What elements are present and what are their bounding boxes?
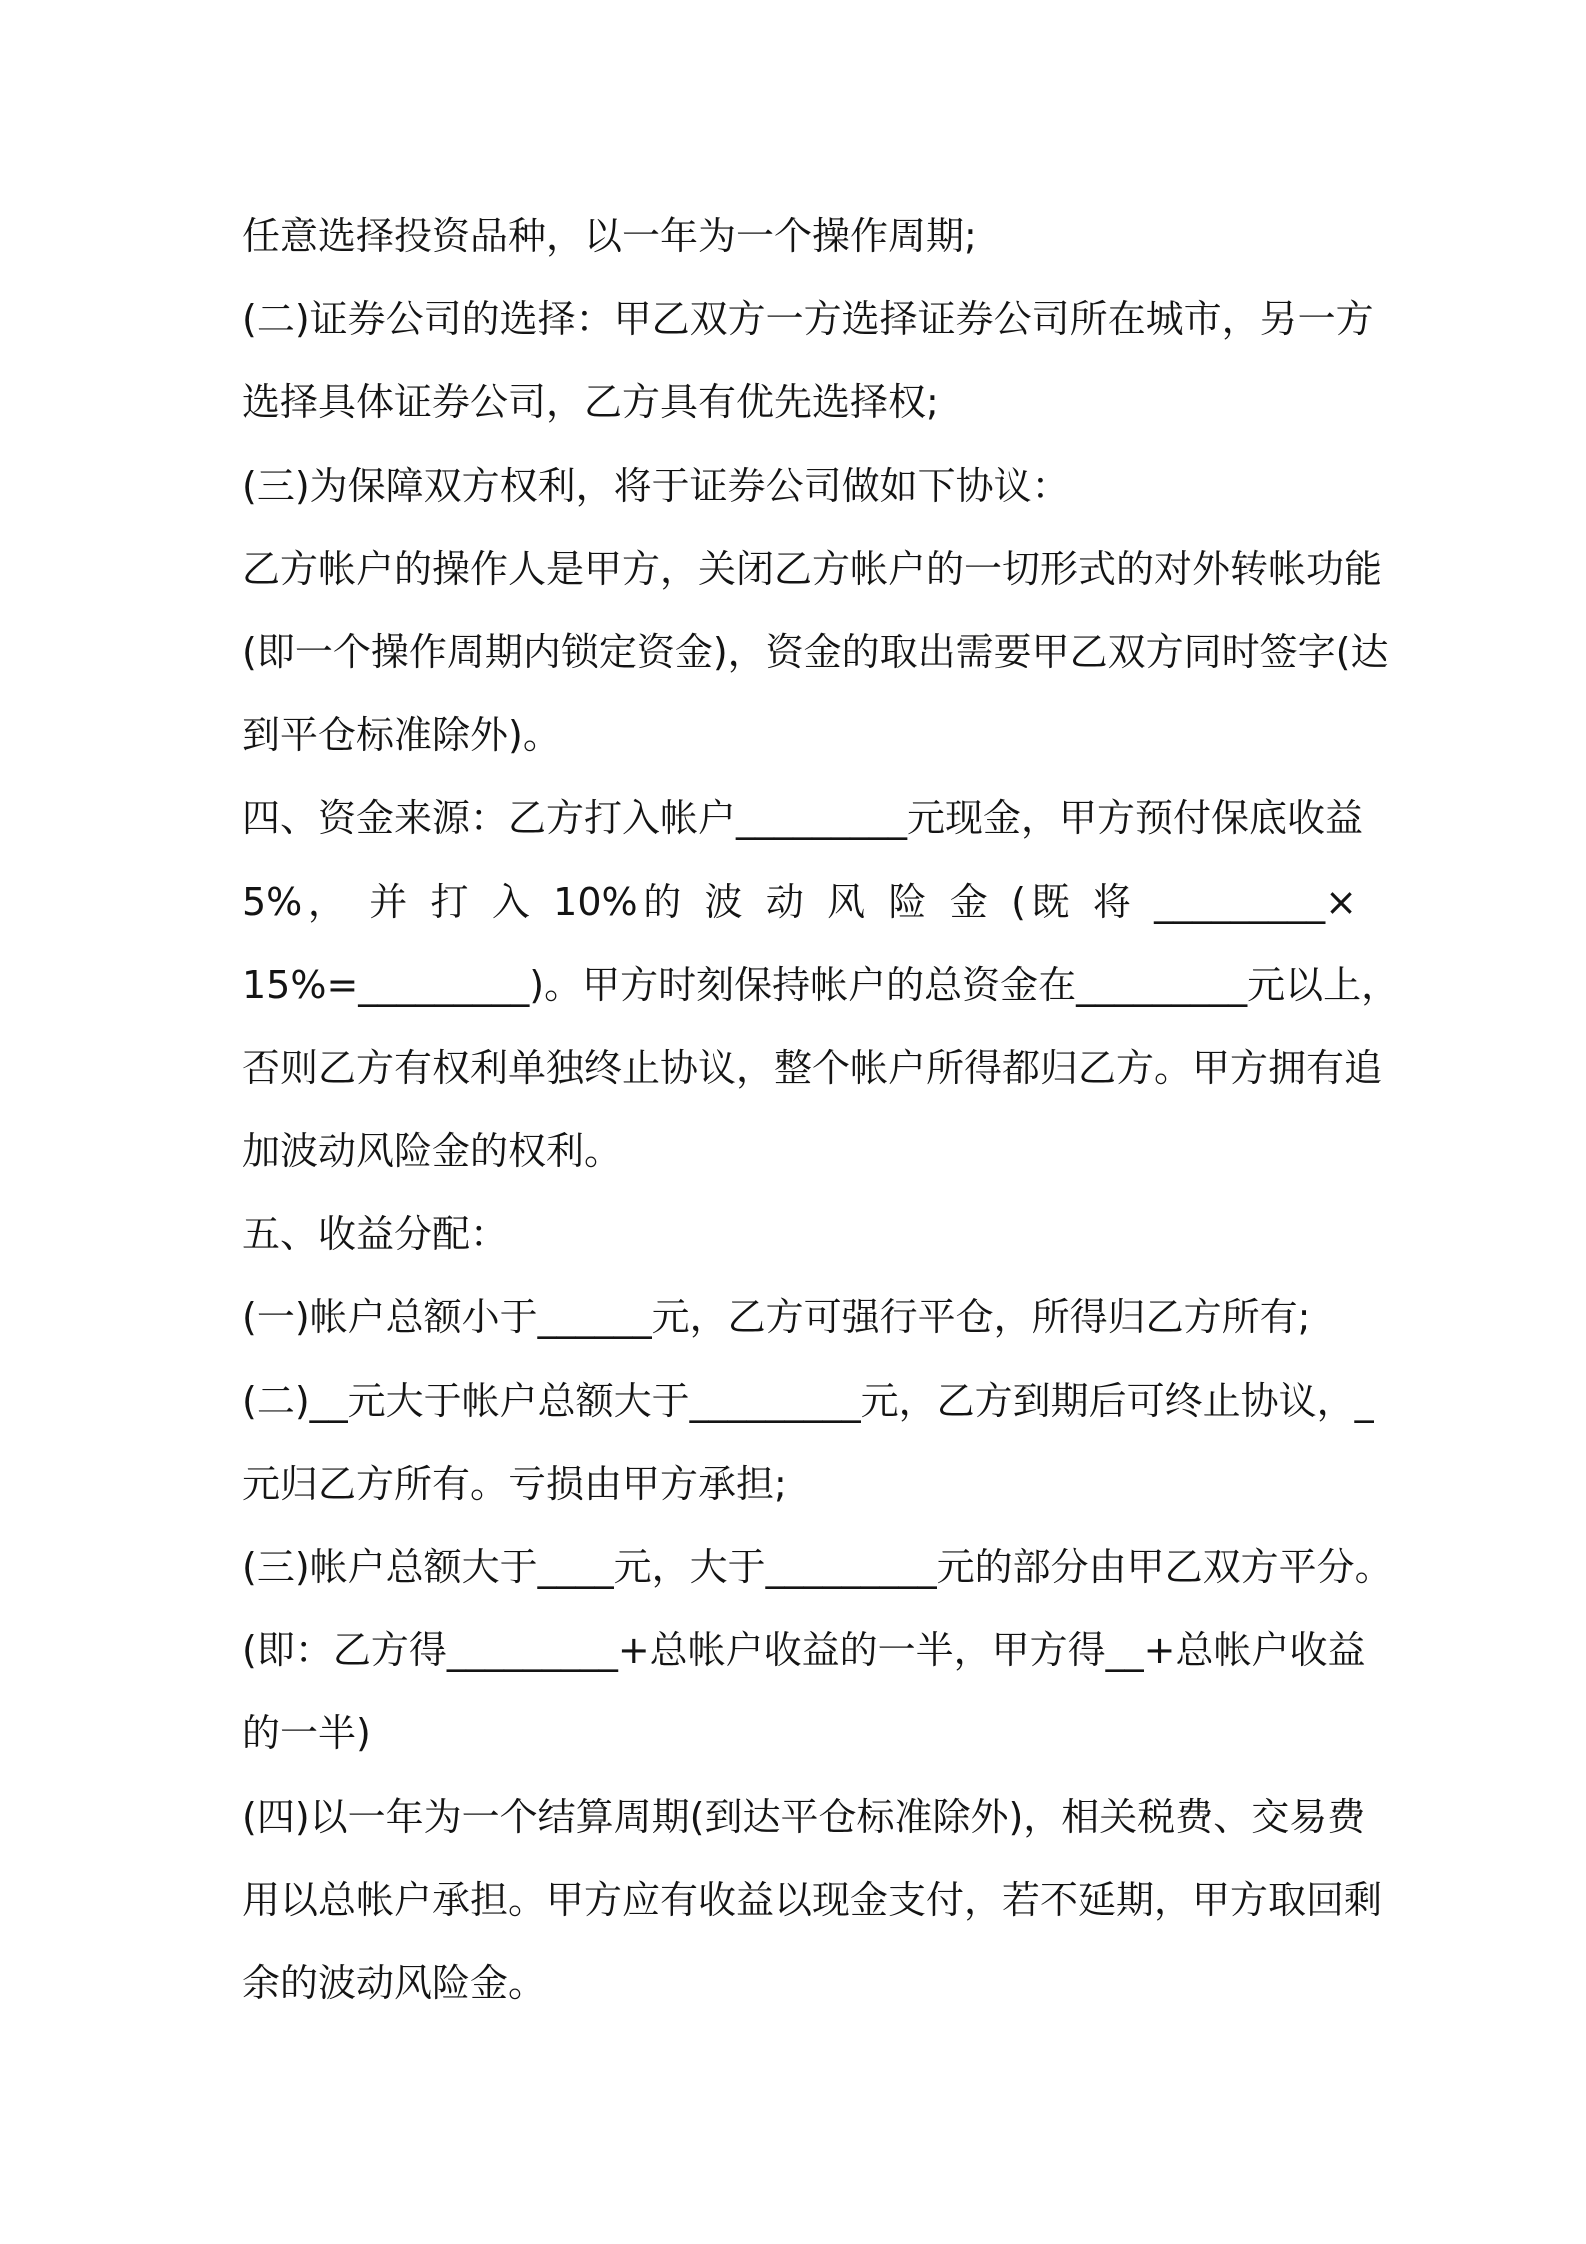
text-line: 乙方帐户的操作人是甲方，关闭乙方帐户的一切形式的对外转帐功能	[242, 546, 1383, 591]
text-line: (二)证券公司的选择：甲乙双方一方选择证券公司所在城市，另一方	[242, 297, 1374, 342]
text-line: (四)以一年为一个结算周期(到达平仓标准除外)，相关税费、交易费	[242, 1794, 1366, 1839]
text-line: 5%， 并 打 入 10%的 波 动 风 险 金 (既 将 _________×	[242, 879, 1357, 924]
text-line: 15%=_________)。甲方时刻保持帐户的总资金在_________元以上，	[242, 962, 1400, 1007]
text-line: (三)帐户总额大于____元，大于_________元的部分由甲乙双方平分。	[242, 1545, 1393, 1589]
text-line: (二)__元大于帐户总额大于_________元，乙方到期后可终止协议，_	[242, 1378, 1374, 1423]
section-heading: 五、收益分配：	[242, 1212, 509, 1257]
text-line: 元归乙方所有。亏损由甲方承担;	[242, 1461, 787, 1506]
text-line: 四、资金来源：乙方打入帐户_________元现金，甲方预付保底收益	[242, 796, 1364, 841]
text-line: 的一半)	[242, 1711, 371, 1756]
text-line: 加波动风险金的权利。	[242, 1129, 623, 1174]
text-line: 用以总帐户承担。甲方应有收益以现金支付，若不延期，甲方取回剩	[242, 1877, 1383, 1922]
text-line: 余的波动风险金。	[242, 1960, 547, 2005]
text-line: (三)为保障双方权利，将于证券公司做如下协议：	[242, 463, 1070, 508]
text-line: 否则乙方有权利单独终止协议，整个帐户所得都归乙方。甲方拥有追	[242, 1045, 1383, 1090]
text-line: (一)帐户总额小于______元，乙方可强行平仓，所得归乙方所有;	[242, 1295, 1311, 1340]
text-line: (即：乙方得_________+总帐户收益的一半，甲方得__+总帐户收益	[242, 1628, 1366, 1673]
text-line: 任意选择投资品种，以一年为一个操作周期;	[242, 214, 977, 258]
text-line: 到平仓标准除外)。	[242, 713, 561, 758]
text-line: 选择具体证券公司，乙方具有优先选择权;	[242, 380, 939, 425]
document-body	[242, 195, 1400, 2025]
text-line: (即一个操作周期内锁定资金)，资金的取出需要甲乙双方同时签字(达	[242, 629, 1389, 674]
